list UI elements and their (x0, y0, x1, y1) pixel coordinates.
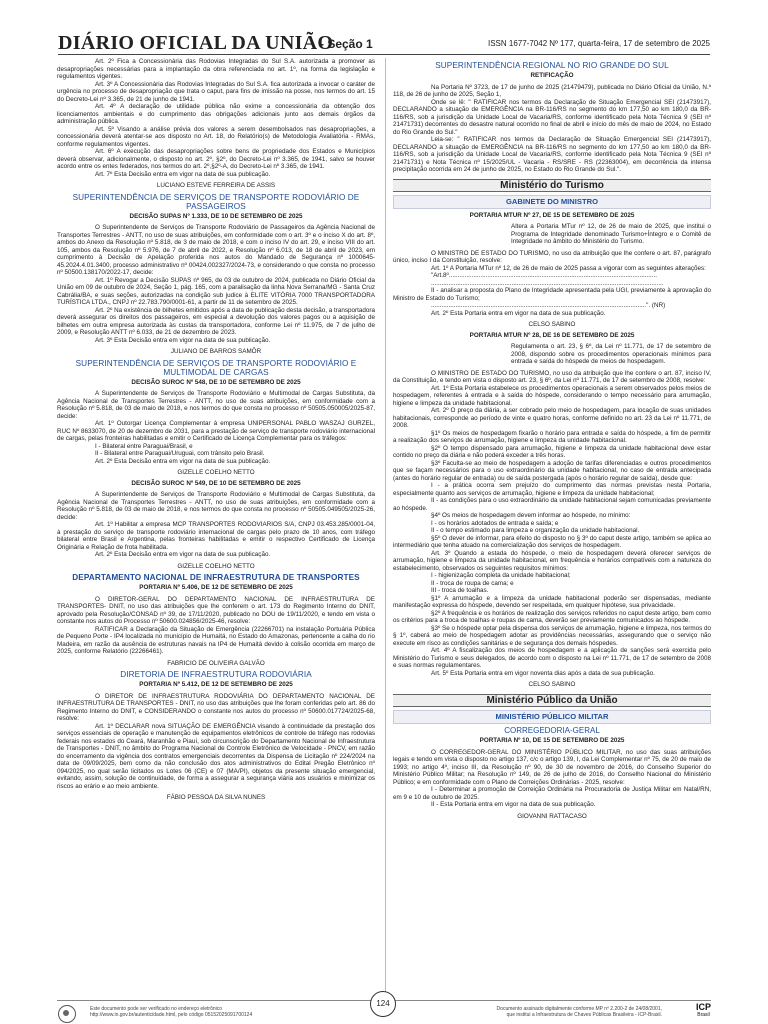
icp-logo-text: ICP (695, 1002, 711, 1012)
footer-text: Este documento pode ser verificado no endereço eletrônico (90, 1006, 223, 1012)
right-column (393, 58, 711, 993)
left-column (57, 58, 375, 993)
paragraph: ..................................................................................................................................... (431, 279, 664, 287)
paragraph: O DIRETOR DE INFRAESTRUTURA RODOVIÁRIA DO DEPARTAMENTO NACIONAL DE INFRAESTRUTURA DE TRANSPORTES - DNIT, no uso das atribuições que lhe foram conferidas pelo art. 86 do Regimento Interno do DNIT, e CONSIDERANDO o constante nos autos do processo nº 50600.017724/2025-68, resolve: (57, 692, 375, 722)
unit-heading-gabinete: GABINETE DO MINISTRO (393, 195, 711, 209)
paragraph: RATIFICAR a Declaração da Situação de Emergência (22266701) na instalação Portuária Pública de Pequeno Porte - IP4 localizada no município de Humaitá, no Estado do Amazonas, pertencente a calha do rio Madeira, em razão da ausência de estruturas navais na IP4 de Humaitá devido à colisão ocorrida em março de 2025, conforme Relatório (22266461). (57, 625, 375, 655)
paragraph: Art. 4º A declaração de utilidade pública não exime a concessionária da obtenção dos licenciamentos ambientais e do cumprimento das obrigações adicionais junto aos demais órgãos da administração pública. (57, 103, 375, 125)
act-title: PORTARIA MTUR Nº 27, DE 15 DE SETEMBRO DE 2025 (469, 211, 635, 219)
edition-date: Nº 177, quarta-feira, 17 de setembro de 2025 (549, 39, 710, 48)
paragraph: Art. 2º Esta Portaria entra em vigor na data de sua publicação. (431, 309, 606, 317)
signature: FABRICIO DE OLIVEIRA GALVÃO (167, 659, 265, 667)
paragraph: I - a prática ocorra sem prejuízo do cumprimento das normas previstas nesta Portaria, especialmente quanto aos serviços de arrumação, higiene e limpeza da unidade habitacional; (393, 482, 711, 497)
paragraph: II - troca de roupa de cama; e (431, 579, 514, 587)
act-title: DECISÃO SUROC Nº 548, DE 10 DE SETEMBRO DE 2025 (131, 378, 301, 386)
ementa: Regulamenta o art. 23, § 6º, da Lei nº 11.771, de 17 de setembro de 2008, dispondo sobre os procedimentos operacionais mínimos para entrada e saída do hóspede de meios de hospedagem. (511, 343, 711, 365)
paragraph: II - as condições para o uso extraordinário da unidade habitacional sejam comunicadas previamente ao hóspede. (393, 497, 711, 512)
paragraph: Art. 2º Na existência de bilhetes emitidos após a data de publicação desta decisão, a transportadora deverá assegurar os direitos dos passageiros, em especial a devolução dos valores pagos ou a aquisição de bilhetes em outra empresa autorizada às custas da transportadora, conforme Lei nº 11.975, de 7 de julho de 2009, e Resolução ANTT nº 6.033, de 21 de dezembro de 2023. (57, 306, 375, 336)
paragraph: III - troca de toalhas. (431, 587, 489, 594)
paragraph: §5º O dever de informar, para efeito do disposto no § 3º do caput deste artigo, também se aplica ao intermediário que tenha atuado na comercialização dos serviços de hospedagem. (393, 534, 711, 549)
paragraph: O DIRETOR-GERAL DO DEPARTAMENTO NACIONAL DE INFRAESTRUTURA DE TRANSPORTES- DNIT, no uso das atribuições que lhe conferem o art. 173 do Regimento Interno do DNIT, aprovado pela Resolução/CONSAD nº 39, de 17/11/2020, publicado no DOU de 19/11/2020, e tendo em vista o constante nos autos do Processo nº 50600.024856/2025-46, resolve: (57, 595, 375, 625)
journal-title: DIÁRIO OFICIAL DA UNIÃO (58, 32, 334, 54)
signature: FÁBIO PESSOA DA SILVA NUNES (166, 794, 266, 801)
section-heading-rs: SUPERINTENDÊNCIA REGIONAL NO RIO GRANDE DO SUL (435, 61, 669, 70)
icp-brasil-logo (696, 1003, 711, 1019)
act-title: DECISÃO SUPAS Nº 1.333, DE 10 DE SETEMBRO DE 2025 (129, 212, 303, 220)
ementa: Altera a Portaria MTur nº 12, de 26 de maio de 2025, que institui o Programa de Integridade denominado Turismo+Íntegro e o Comitê de Integridade no âmbito do Ministério do Turismo. (511, 223, 711, 245)
section-heading-cargas: SUPERINTENDÊNCIA DE SERVIÇOS DE TRANSPORTE RODOVIÁRIO E MULTIMODAL DE CARGAS (75, 358, 357, 377)
paragraph: A Superintendente de Serviços de Transporte Rodoviário e Multimodal de Cargas Substituta, da Agência Nacional de Transportes Terrestres - ANTT, no uso de suas atribuições, em conformidade com a Resolução nº 5.818, de 03 de maio de 2018, e nos termos do que consta no processo nº 50505.049505/2025-26, decide: (57, 491, 375, 521)
paragraph: §1º Os meios de hospedagem fixarão o horário para entrada e saída do hóspede, a fim de permitir a realização dos serviços de arrumação, higiene e limpeza da unidade habitacional. (393, 429, 711, 444)
section-heading-diretoria: DIRETORIA DE INFRAESTRUTURA RODOVIÁRIA (120, 670, 312, 679)
paragraph: §4º Os meios de hospedagem devem informar ao hóspede, no mínimo: (431, 512, 631, 519)
section-label: - Seção 1 (320, 37, 373, 51)
paragraph: §3º Faculta-se ao meio de hospedagem a adoção de tarifas diferenciadas e outros procedimentos que se façam necessários para o uso extraordinário da unidade habitacional, no caso de entrada antecipada (antes do horário regular de entrada) ou de saída postergada (após o horário regular de saída), desde que: (393, 459, 711, 482)
paragraph: Art. 6º A execução das desapropriações sobre bens de propriedade dos Estados e Municípios deverá observar, adicionalmente, o disposto no art. 2º, §2º, do Decreto-Lei nº 3.365, de 1941, salvo se houver acordo entre os entes federados, nos termos do art. 2º,§2º-A, do Decreto-Lei nº 3.365, de 1941. (57, 148, 375, 170)
paragraph: Art. 1º A Portaria MTur nº 12, de 26 de maio de 2025 passa a vigorar com as seguintes alterações: (431, 264, 706, 272)
paragraph: I - Bilateral entre Paraguai/Brasil, e (95, 442, 193, 450)
paragraph: Art. 1º Habilitar a empresa MCP TRANSPORTES RODOVIARIOS S/A, CNPJ 03.453.285/0001-04, à prestação do serviço de transporte rodoviário internacional de cargas pelo prazo de 10 anos, com tráfego bilateral entre Brasil e Argentina, pelas fronteiras habilitadas e emitir o respectivo Certificado de Licença Originária e Relação de frota habilitada. (57, 521, 375, 551)
footer-text: Documento assinado digitalmente conforme MP nº 2.200-2 de 24/08/2001, (496, 1006, 662, 1012)
act-title: PORTARIA Nº 5.412, DE 12 DE SETEMBRO DE 2025 (139, 681, 293, 688)
paragraph: Art. 1º Revogar a Decisão SUPAS nº 965, de 03 de outubro de 2024, publicada no Diário Oficial da União em 09 de outubro de 2024, Seção 1, pág. 165, com a paralisação da linha Nova Serrana/MG - Santa Cruz Cabrália/BA, e suas seções, autorizadas na condição sub judice à ELITE VITÓRIA 7000 TRANSPORTADORA TURÍSTICA LTDA., CNPJ nº 22.783.790/0001-61, a partir de 11 de setembro de 2025. (57, 276, 375, 306)
coat-of-arms-icon (58, 1005, 76, 1023)
page-header (58, 32, 710, 55)
footer-text: que institui a Infraestrutura de Chaves Públicas Brasileira - ICP-Brasil. (506, 1012, 662, 1018)
paragraph: I - Determinar a promoção de Correição Ordinária na Procuradoria de Justiça Militar em Natal/RN, em 9 e 10 de outubro de 2025. (393, 786, 711, 801)
paragraph: O Superintendente de Serviços de Transporte Rodoviário de Passageiros da Agência Nacional de Transportes Terrestres - ANTT, no uso de suas atribuições, em conformidade com o art. 3º e o inciso X do art. 8º, ambos do Anexo da Resolução nº 5.818, de 3 de maio de 2018, e com o inciso IV do art. 29, e inciso VIII do art. 105, ambos da Resolução nº 5.976, de 7 de abril de 2022, e Resolução nº 6.013, de 18 de abril de 2023, em cumprimento à Decisão de Apelação proferida nos autos do Mandado de Segurança nº 1000645-45.2024.4.01.3400, processo administrativo nº 00424.002327/2024-73, e considerando o que consta no processo nº 50500.138170/2022-17, decide: (57, 224, 375, 276)
signature: GIZELLE COELHO NETTO (177, 469, 255, 476)
paragraph: §1º A arrumação e a limpeza da unidade habitacional poderão ser dispensadas, mediante manifestação expressa do hóspede, devendo ser respeitada, em qualquer hipótese, sua privacidade. (393, 594, 711, 609)
unit-heading-mpm: MINISTÉRIO PÚBLICO MILITAR (393, 710, 711, 724)
page-footer (57, 1000, 711, 1023)
paragraph: Art. 5º Visando a análise prévia dos valores a serem desembolsados nas desapropriações, a concessionária deverá atentar-se aos disposto no Art. 18, do Relatório(s) de Metodologia Avaliatória - RMAs, conforme regulamentos vigentes. (57, 125, 375, 148)
signature: CELSO SABINO (528, 321, 576, 328)
paragraph: Art. 1º Outorgar Licença Complementar à empresa UNIPERSONAL PABLO WASZAJ GURZEL, RUC Nº 8633070, de 20 de dezembro de 2031, para a prestação de serviço de transporte rodoviário internacional de cargas, pelas fronteiras habilitadas e emitir o Certificado de Licença Complementar para os tráfegos: (57, 420, 375, 442)
footer-verification (90, 1006, 330, 1018)
paragraph: Art. 1º DECLARAR nova SITUAÇÃO DE EMERGÊNCIA visando à continuidade da prestação dos serviços essenciais de operação e manutenção de equipamentos eletrônicos de controle de tráfego nas rodovias federais nos estados do Ceará, Maranhão e Piauí, sob circunscrição do Departamento Nacional de Infraestrutura de Transportes - DNIT, no âmbito do Programa Nacional de Controle Eletrônico de Velocidade - PNCV, em razão do encerramento da vigência dos contratos emergenciais decorrentes da Dispensa de Licitação nº 224/2024 na data de 09/09/2025, bem como da não conclusão dos atos administrativos do Edital Pregão Eletrônico nº 094/2025, no qual serão licitados os Lotes 06 (CE) e 07 (MA/PI), objetos da presente situação emergencial, evitando, assim, solução de continuidade, de forma a assegurar a segurança viária aos usuários e minimizar os riscos ao erário e ao meio ambiente. (57, 722, 375, 790)
column-divider (385, 58, 386, 993)
paragraph: O MINISTRO DE ESTADO DO TURISMO, no uso da atribuição que lhe confere o art. 87, parágrafo único, inciso I da Constituição, resolve: (393, 249, 711, 264)
act-title: PORTARIA Nº 10, DE 15 DE SETEMBRO DE 2025 (479, 737, 625, 744)
signature: CELSO SABINO (528, 681, 576, 688)
paragraph: Art. 7º Esta Decisão entra em vigor na data de sua publicação. (95, 170, 271, 178)
paragraph: II - o tempo estimado para limpeza e organização da unidade habitacional. (431, 527, 640, 534)
paragraph: Art. 3º Esta Decisão entra em vigor na data de sua publicação. (95, 336, 271, 344)
section-heading-passageiros: SUPERINTENDÊNCIA DE SERVIÇOS DE TRANSPORTE RODOVIÁRIO DE PASSAGEIROS (72, 192, 360, 211)
ministry-heading-turismo: Ministério do Turismo (393, 179, 711, 193)
paragraph: O MINISTRO DE ESTADO DO TURISMO, no uso da atribuição que lhe confere o art. 87, inciso IV, da Constituição, e tendo em vista o disposto art. 23, § 6º, da Lei nº 11.771, de 17 de setembro de 2008, resolve: (393, 369, 711, 384)
act-title: PORTARIA Nº 5.406, DE 12 DE SETEMBRO DE 2025 (139, 584, 293, 591)
paragraph: §2º O tempo dispensado para arrumação, higiene e limpeza da unidade habitacional deve estar contido no preço da diária e não poderá exceder a três horas. (393, 444, 711, 459)
act-title: PORTARIA MTUR Nº 28, DE 16 DE SETEMBRO DE 2025 (469, 331, 635, 339)
paragraph: Art. 2º Esta Decisão entra em vigor na data de sua publicação. (95, 457, 271, 465)
paragraph: Art. 2º O preço da diária, a ser cobrado pelo meio de hospedagem, para locação de suas unidades habitacionais, corresponde ao período de vinte e quatro horas, conforme definido no art. 23 da Lei nº 11.771, de 2008. (393, 407, 711, 429)
paragraph: Art. 2º Esta Decisão entra em vigor na data de sua publicação. (95, 551, 271, 558)
paragraph: Art. 3º A Concessionária das Rodovias Integradas do Sul S.A. fica autorizada a invocar o caráter de urgência no processo de desapropriação que trata o caput, para fins de imissão na posse, nos termos do art. 15 do Decreto-Lei nº 3.365, de 21 de junho de 1941. (57, 80, 375, 103)
act-title: DECISÃO SUROC Nº 549, DE 10 DE SETEMBRO DE 2025 (131, 479, 301, 487)
signature: JULIANO DE BARROS SAMÔR (170, 348, 262, 355)
signature: GIZELLE COELHO NETTO (177, 562, 255, 570)
paragraph: ...........................................................................................................................". (NR) (431, 302, 666, 309)
paragraph: A Superintendente de Serviços de Transporte Rodoviário e Multimodal de Cargas Substituta, da Agência Nacional de Transportes Terrestres - ANTT, no uso de suas atribuições, em conformidade com a Resolução nº 5.818, de 03 de maio de 2018, e nos termos do que consta no processo nº 50505.050005/2025-87, decide: (57, 390, 375, 420)
paragraph: II - analisar a proposta do Plano de Integridade apresentada pela UGI, previamente à aprovação do Ministro de Estado do Turismo; (393, 287, 711, 302)
signature: GIOVANNI RATTACASO (517, 812, 587, 820)
act-title: RETIFICAÇÃO (530, 72, 574, 79)
paragraph: §3º Se o hóspede optar pela dispensa dos serviços de arrumação, higiene e limpeza, nos termos do § 1º, caberá ao meio de hospedagem adotar as providências necessárias, assegurando que o serviço não execute em risco as condições sanitárias e de segurança dos demais hóspedes. (393, 624, 711, 647)
paragraph: Leia-se: " RATIFICAR nos termos da Declaração de Situação Emergencial SEI (21473917), DECLARANDO a situação de EMERGÊNCIA na BR-116/RS no segmento do km 177,50 ao km 180,0 da BR-116/RS, sob a jurisdição da Unidade Local de Vacaria/RS, conforme identificado pela Nota Técnica 9 (SEI nº 21471731) e Nota Técnica nº 15/2025/UL - Vacaria - RS/SRE - RS (22363004), em decorrência da intensa precipitação ocorrida em 24 de junho de 2025, no Estado do Rio Grande do Sul.". (393, 136, 711, 173)
paragraph: Art. 2º Fica a Concessionária das Rodovias Integradas do Sul S.A. autorizada a promover as desapropriações necessárias para a implantação da obra referenciada no art. 1º, na forma da legislação e regulamentos vigentes. (57, 58, 375, 80)
paragraph: I - os horários adotados de entrada e saída; e (431, 519, 559, 527)
paragraph: Onde se lê: " RATIFICAR nos termos da Declaração de Situação Emergencial SEI (21473917), DECLARANDO a situação de EMERGÊNCIA na BR-116/RS no segmento do km 177,50 ao km 180,0 da BR-116/RS, sob a jurisdição da Unidade Local de Vacaria/RS, conforme identificado pela Nota Técnica 9 (SEI nº 21471731) decorrentes do desastre natural ocorrido no final de abril e início do mês de maio de 2024, no Estado do Rio Grande do Sul." (393, 98, 711, 136)
page-number: 124 (370, 991, 396, 1017)
paragraph: II - Esta Portaria entra em vigor na data de sua publicação. (431, 801, 596, 808)
paragraph: §2º A frequência e os horários de realização dos serviços referidos no caput deste artigo, bem como os critérios para a troca de toalhas e roupas de cama, deverão ser previamente comunicados ao hóspede. (393, 609, 711, 624)
ministry-heading-mpu: Ministério Público da União (393, 694, 711, 708)
unit-heading-corregedoria: CORREGEDORIA-GERAL (504, 725, 600, 735)
signature: LUCIANO ESTEVE FERREIRA DE ASSIS (156, 182, 276, 189)
paragraph: Art. 1º Esta Portaria estabelece os procedimentos operacionais a serem observados pelos meios de hospedagem, referentes à entrada e à saída do hóspede, considerando o tempo necessário para arrumação, higiene e limpeza da unidade habitacional. (393, 384, 711, 407)
paragraph: O CORREGEDOR-GERAL DO MINISTÉRIO PÚBLICO MILITAR, no uso das suas atribuições legais e tendo em vista o disposto no artigo 137, c/c o artigo 139, I, da Lei Complementar nº 75, de 20 de maio de 1993; no artigo 4º, inciso III, da Resolução nº 90, de 30 de novembro de 2016, do Conselho Superior do Ministério Público Militar; na Resolução nº 149, de 26 de julho de 2016, do Conselho Nacional do Ministério Público; e em conformidade com o Plano de Correições Ordinárias - 2025, resolve: (393, 748, 711, 786)
verification-link[interactable]: http://www.in.gov.br/autenticidade.html, pelo código 05152025091700124 (90, 1012, 253, 1018)
paragraph: Art. 4º A fiscalização dos meios de hospedagem e a aplicação de sanções será exercida pelo Ministério do Turismo e seus delegados, de acordo com o disposto na Lei nº 11.771, de 17 de setembro de 2008 e suas normas regulamentares. (393, 647, 711, 669)
paragraph: Art. 5º Esta Portaria entra em vigor noventa dias após a data de sua publicação. (431, 669, 655, 677)
section-heading-dnit: DEPARTAMENTO NACIONAL DE INFRAESTRUTURA DE TRANSPORTES (72, 573, 360, 582)
paragraph: Na Portaria Nº 3723, de 17 de junho de 2025 (21479479), publicada no Diário Oficial da União, N.º 118, de 26 de junho de 2025, Seção 1, (393, 83, 711, 98)
paragraph: II - Bilateral entre Paraguai/Uruguai, com trânsito pelo Brasil. (95, 450, 265, 457)
issn: ISSN 1677-7042 (488, 39, 548, 48)
icp-logo-subtext: Brasil (697, 1012, 710, 1018)
paragraph: I - higienização completa da unidade habitacional; (431, 572, 571, 579)
paragraph: Art. 3º Quando a estada do hóspede, o meio de hospedagem deverá oferecer serviços de arrumação, higiene e limpeza da unidade habitacional, em frequência e horários compatíveis com a natureza do estabelecimento, observados os seguintes requisitos mínimos: (393, 549, 711, 572)
paragraph: "Art.8º....................................................................................................................... (431, 272, 658, 279)
footer-signature-note (474, 1006, 662, 1018)
